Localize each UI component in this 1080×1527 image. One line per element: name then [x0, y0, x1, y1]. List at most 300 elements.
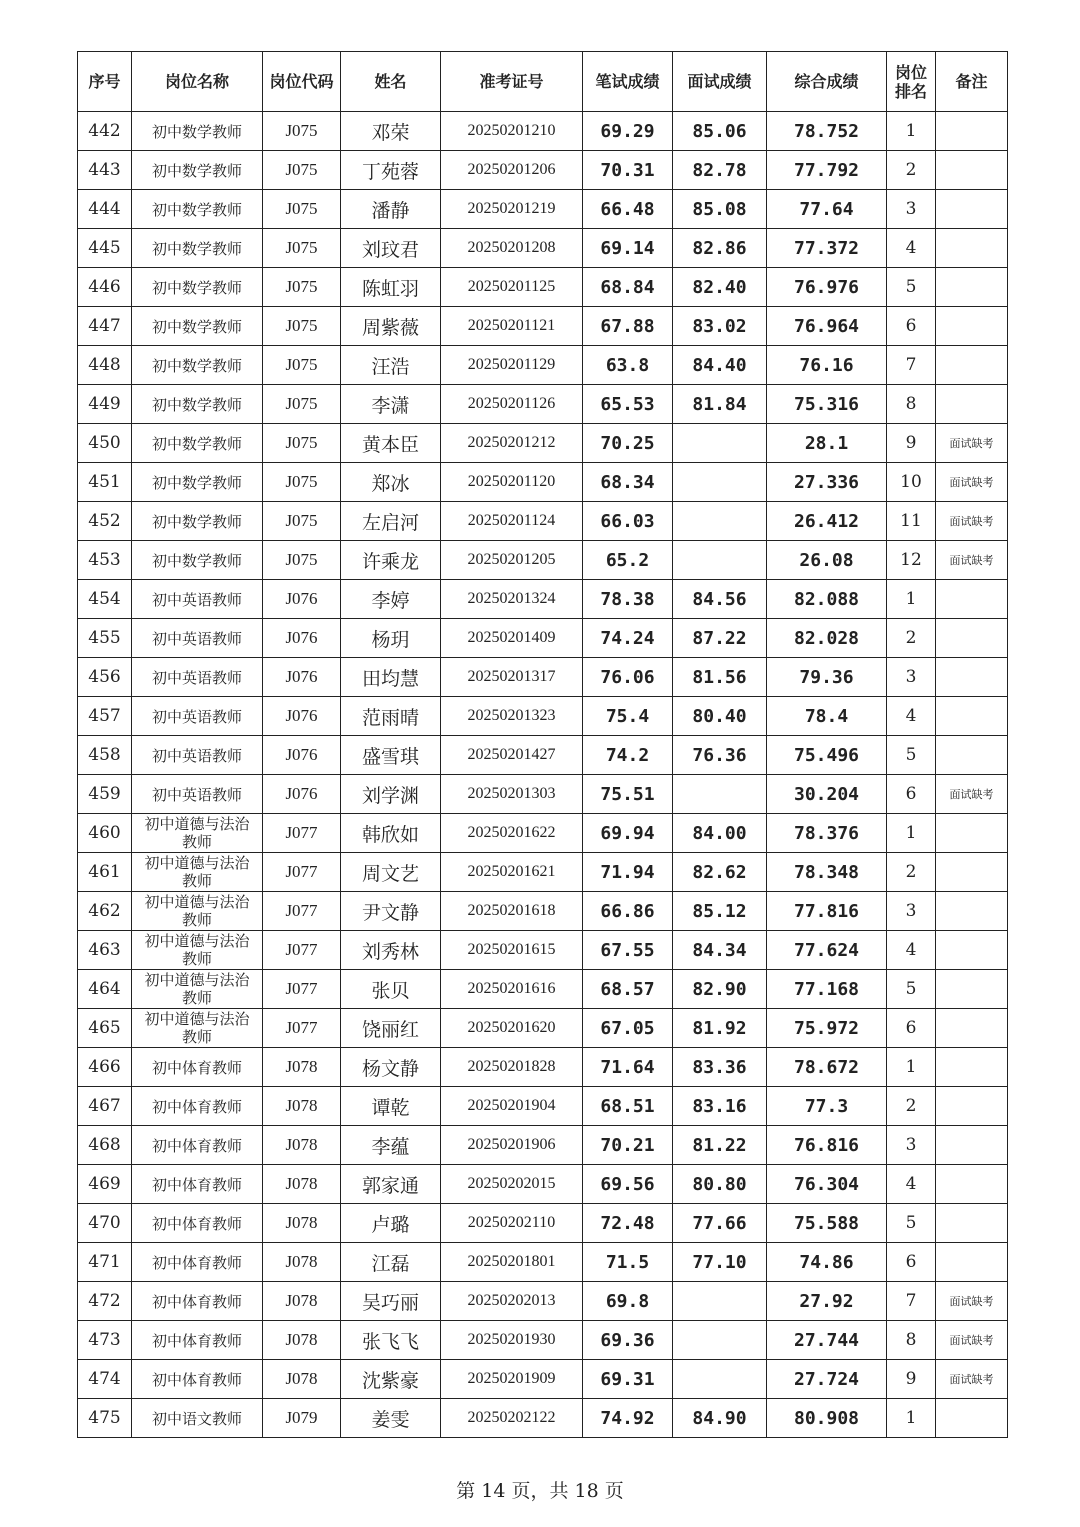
cell-note: [936, 1087, 1008, 1126]
cell-ticket: 20250201126: [441, 385, 583, 424]
cell-interview: [673, 1360, 767, 1399]
cell-index: 454: [78, 580, 132, 619]
cell-name: 谭乾: [341, 1087, 441, 1126]
table-row: [78, 346, 1008, 385]
cell-interview: 80.80: [673, 1165, 767, 1204]
cell-ticket: 20250201124: [441, 502, 583, 541]
cell-interview: [673, 775, 767, 814]
cell-position: 初中英语教师: [132, 736, 263, 775]
cell-position: [132, 970, 263, 1009]
cell-position: 初中数学教师: [132, 151, 263, 190]
table-row: [78, 658, 1008, 697]
header-rank-label: 岗位排名: [894, 62, 927, 101]
cell-code: J078: [263, 1360, 341, 1399]
table-row: [78, 151, 1008, 190]
cell-ticket: 20250202015: [441, 1165, 583, 1204]
cell-interview: 83.02: [673, 307, 767, 346]
cell-name: 韩欣如: [341, 814, 441, 853]
cell-total: 77.372: [767, 229, 887, 268]
cell-total: 76.16: [767, 346, 887, 385]
cell-total: 77.64: [767, 190, 887, 229]
score-table: [77, 51, 1008, 1438]
cell-written: 67.88: [583, 307, 673, 346]
cell-index: 470: [78, 1204, 132, 1243]
cell-code: J075: [263, 268, 341, 307]
cell-index: 471: [78, 1243, 132, 1282]
cell-note: [936, 346, 1008, 385]
cell-position: [132, 853, 263, 892]
cell-position: 初中英语教师: [132, 697, 263, 736]
table-row: [78, 1087, 1008, 1126]
table-row: [78, 1126, 1008, 1165]
cell-position: 初中英语教师: [132, 658, 263, 697]
cell-note: [936, 307, 1008, 346]
cell-written: 76.06: [583, 658, 673, 697]
cell-total: 27.724: [767, 1360, 887, 1399]
cell-note: [936, 853, 1008, 892]
cell-index: 455: [78, 619, 132, 658]
cell-code: J075: [263, 229, 341, 268]
cell-total: 27.744: [767, 1321, 887, 1360]
header-name: 姓名: [341, 52, 441, 112]
cell-index: 457: [78, 697, 132, 736]
cell-total: 78.376: [767, 814, 887, 853]
cell-note: [936, 931, 1008, 970]
header-index: 序号: [78, 52, 132, 112]
header-interview: 面试成绩: [673, 52, 767, 112]
cell-written: 65.53: [583, 385, 673, 424]
cell-position: 初中英语教师: [132, 775, 263, 814]
cell-note: 面试缺考: [936, 775, 1008, 814]
cell-ticket: 20250202013: [441, 1282, 583, 1321]
cell-name: 姜雯: [341, 1399, 441, 1438]
cell-code: J078: [263, 1126, 341, 1165]
cell-written: 66.48: [583, 190, 673, 229]
cell-rank: 6: [887, 1243, 936, 1282]
cell-ticket: 20250201615: [441, 931, 583, 970]
cell-name: 汪浩: [341, 346, 441, 385]
cell-rank: 5: [887, 736, 936, 775]
cell-note: 面试缺考: [936, 1282, 1008, 1321]
header-rank: [887, 52, 936, 112]
cell-written: 69.36: [583, 1321, 673, 1360]
table-row: [78, 424, 1008, 463]
cell-ticket: 20250201621: [441, 853, 583, 892]
cell-interview: 87.22: [673, 619, 767, 658]
cell-index: 451: [78, 463, 132, 502]
cell-index: 464: [78, 970, 132, 1009]
cell-index: 444: [78, 190, 132, 229]
cell-rank: 5: [887, 268, 936, 307]
cell-total: 80.908: [767, 1399, 887, 1438]
cell-name: 郭家通: [341, 1165, 441, 1204]
cell-rank: 3: [887, 892, 936, 931]
cell-interview: 81.92: [673, 1009, 767, 1048]
cell-name: 田均慧: [341, 658, 441, 697]
cell-total: 78.4: [767, 697, 887, 736]
cell-interview: 85.06: [673, 112, 767, 151]
cell-rank: 6: [887, 307, 936, 346]
cell-name: 沈紫豪: [341, 1360, 441, 1399]
cell-index: 468: [78, 1126, 132, 1165]
cell-rank: 5: [887, 970, 936, 1009]
cell-name: 丁苑蓉: [341, 151, 441, 190]
cell-position: 初中体育教师: [132, 1126, 263, 1165]
cell-interview: [673, 1321, 767, 1360]
cell-name: 许乘龙: [341, 541, 441, 580]
cell-ticket: 20250201121: [441, 307, 583, 346]
cell-interview: 83.16: [673, 1087, 767, 1126]
cell-rank: 1: [887, 814, 936, 853]
cell-written: 68.34: [583, 463, 673, 502]
cell-name: 李蕴: [341, 1126, 441, 1165]
cell-code: J075: [263, 346, 341, 385]
table-row: [78, 112, 1008, 151]
cell-ticket: 20250201801: [441, 1243, 583, 1282]
cell-interview: [673, 502, 767, 541]
cell-interview: 84.90: [673, 1399, 767, 1438]
cell-total: 26.412: [767, 502, 887, 541]
cell-code: J075: [263, 112, 341, 151]
cell-note: [936, 1009, 1008, 1048]
cell-total: 75.496: [767, 736, 887, 775]
cell-rank: 4: [887, 697, 936, 736]
cell-index: 446: [78, 268, 132, 307]
cell-position-text: 初中道德与法治教师: [144, 1010, 250, 1046]
cell-position-text: 初中道德与法治教师: [144, 854, 250, 890]
cell-note: [936, 1399, 1008, 1438]
cell-ticket: 20250201120: [441, 463, 583, 502]
cell-rank: 8: [887, 385, 936, 424]
cell-index: 461: [78, 853, 132, 892]
cell-ticket: 20250201616: [441, 970, 583, 1009]
cell-position: 初中数学教师: [132, 229, 263, 268]
cell-position: 初中数学教师: [132, 268, 263, 307]
cell-written: 74.2: [583, 736, 673, 775]
cell-total: 78.752: [767, 112, 887, 151]
cell-note: 面试缺考: [936, 424, 1008, 463]
cell-total: 78.672: [767, 1048, 887, 1087]
cell-code: J076: [263, 775, 341, 814]
cell-code: J078: [263, 1048, 341, 1087]
cell-interview: 84.40: [673, 346, 767, 385]
header-code: 岗位代码: [263, 52, 341, 112]
cell-rank: 1: [887, 1048, 936, 1087]
table-row: [78, 814, 1008, 853]
cell-name: 饶丽红: [341, 1009, 441, 1048]
table-row: [78, 1243, 1008, 1282]
cell-name: 李潇: [341, 385, 441, 424]
cell-index: 475: [78, 1399, 132, 1438]
cell-interview: 81.84: [673, 385, 767, 424]
cell-rank: 1: [887, 1399, 936, 1438]
cell-name: 张飞飞: [341, 1321, 441, 1360]
cell-name: 张贝: [341, 970, 441, 1009]
cell-index: 448: [78, 346, 132, 385]
table-row: [78, 1204, 1008, 1243]
cell-index: 449: [78, 385, 132, 424]
cell-total: 79.36: [767, 658, 887, 697]
cell-written: 69.14: [583, 229, 673, 268]
cell-rank: 3: [887, 658, 936, 697]
cell-position: 初中体育教师: [132, 1204, 263, 1243]
cell-rank: 1: [887, 580, 936, 619]
cell-index: 463: [78, 931, 132, 970]
cell-ticket: 20250201212: [441, 424, 583, 463]
cell-position: 初中数学教师: [132, 385, 263, 424]
cell-position: 初中体育教师: [132, 1243, 263, 1282]
table-row: [78, 502, 1008, 541]
cell-interview: [673, 541, 767, 580]
cell-code: J075: [263, 151, 341, 190]
cell-total: 26.08: [767, 541, 887, 580]
cell-interview: 84.34: [673, 931, 767, 970]
table-row: [78, 775, 1008, 814]
cell-code: J076: [263, 697, 341, 736]
cell-total: 82.028: [767, 619, 887, 658]
table-row: [78, 1048, 1008, 1087]
table-row: [78, 580, 1008, 619]
cell-written: 69.8: [583, 1282, 673, 1321]
cell-code: J077: [263, 814, 341, 853]
cell-ticket: 20250202110: [441, 1204, 583, 1243]
table-row: [78, 892, 1008, 931]
cell-position: 初中数学教师: [132, 541, 263, 580]
cell-position: 初中体育教师: [132, 1360, 263, 1399]
cell-name: 刘学渊: [341, 775, 441, 814]
cell-note: 面试缺考: [936, 541, 1008, 580]
cell-code: J077: [263, 931, 341, 970]
table-row: [78, 931, 1008, 970]
cell-rank: 6: [887, 1009, 936, 1048]
cell-rank: 5: [887, 1204, 936, 1243]
cell-position-text: 初中道德与法治教师: [144, 815, 250, 851]
cell-index: 442: [78, 112, 132, 151]
cell-index: 453: [78, 541, 132, 580]
cell-interview: 82.40: [673, 268, 767, 307]
table-row: [78, 307, 1008, 346]
cell-total: 77.792: [767, 151, 887, 190]
table-row: [78, 1360, 1008, 1399]
cell-rank: 2: [887, 619, 936, 658]
cell-written: 72.48: [583, 1204, 673, 1243]
cell-position: 初中英语教师: [132, 580, 263, 619]
table-row: [78, 1321, 1008, 1360]
cell-index: 460: [78, 814, 132, 853]
cell-code: J075: [263, 307, 341, 346]
cell-ticket: 20250201904: [441, 1087, 583, 1126]
cell-rank: 11: [887, 502, 936, 541]
cell-rank: 2: [887, 853, 936, 892]
cell-index: 469: [78, 1165, 132, 1204]
cell-written: 74.92: [583, 1399, 673, 1438]
cell-ticket: 20250201206: [441, 151, 583, 190]
cell-total: 75.972: [767, 1009, 887, 1048]
cell-written: 69.56: [583, 1165, 673, 1204]
cell-name: 陈虹羽: [341, 268, 441, 307]
cell-total: 76.304: [767, 1165, 887, 1204]
cell-note: [936, 814, 1008, 853]
cell-name: 邓荣: [341, 112, 441, 151]
cell-name: 杨文静: [341, 1048, 441, 1087]
cell-note: [936, 385, 1008, 424]
cell-interview: 81.56: [673, 658, 767, 697]
cell-interview: 77.66: [673, 1204, 767, 1243]
cell-note: [936, 697, 1008, 736]
cell-written: 68.57: [583, 970, 673, 1009]
header-total: 综合成绩: [767, 52, 887, 112]
cell-note: 面试缺考: [936, 463, 1008, 502]
header-written: 笔试成绩: [583, 52, 673, 112]
cell-rank: 4: [887, 229, 936, 268]
cell-index: 445: [78, 229, 132, 268]
cell-written: 66.86: [583, 892, 673, 931]
cell-note: [936, 580, 1008, 619]
cell-code: J076: [263, 658, 341, 697]
header-position: 岗位名称: [132, 52, 263, 112]
cell-rank: 2: [887, 1087, 936, 1126]
cell-name: 尹文静: [341, 892, 441, 931]
cell-name: 江磊: [341, 1243, 441, 1282]
cell-code: J077: [263, 853, 341, 892]
table-body: [78, 112, 1008, 1438]
cell-code: J078: [263, 1243, 341, 1282]
cell-position: 初中英语教师: [132, 619, 263, 658]
cell-ticket: 20250201427: [441, 736, 583, 775]
cell-index: 473: [78, 1321, 132, 1360]
cell-written: 70.21: [583, 1126, 673, 1165]
cell-written: 74.24: [583, 619, 673, 658]
cell-code: J077: [263, 970, 341, 1009]
cell-name: 潘静: [341, 190, 441, 229]
cell-total: 76.816: [767, 1126, 887, 1165]
cell-rank: 7: [887, 346, 936, 385]
cell-note: [936, 190, 1008, 229]
table-row: [78, 268, 1008, 307]
cell-code: J078: [263, 1087, 341, 1126]
cell-code: J075: [263, 463, 341, 502]
cell-rank: 10: [887, 463, 936, 502]
cell-written: 65.2: [583, 541, 673, 580]
cell-ticket: 20250201210: [441, 112, 583, 151]
cell-ticket: 20250201323: [441, 697, 583, 736]
cell-interview: 83.36: [673, 1048, 767, 1087]
cell-rank: 3: [887, 1126, 936, 1165]
cell-position: [132, 931, 263, 970]
cell-position: 初中数学教师: [132, 307, 263, 346]
cell-ticket: 20250201303: [441, 775, 583, 814]
table-row: [78, 1282, 1008, 1321]
cell-code: J075: [263, 502, 341, 541]
header-row: [78, 52, 1008, 112]
cell-total: 30.204: [767, 775, 887, 814]
cell-ticket: 20250201129: [441, 346, 583, 385]
cell-code: J079: [263, 1399, 341, 1438]
cell-position: 初中体育教师: [132, 1282, 263, 1321]
cell-name: 周紫薇: [341, 307, 441, 346]
cell-name: 盛雪琪: [341, 736, 441, 775]
cell-written: 71.64: [583, 1048, 673, 1087]
table-row: [78, 853, 1008, 892]
cell-written: 63.8: [583, 346, 673, 385]
cell-note: 面试缺考: [936, 1321, 1008, 1360]
cell-position: 初中数学教师: [132, 190, 263, 229]
cell-total: 27.336: [767, 463, 887, 502]
table-row: [78, 1399, 1008, 1438]
cell-note: [936, 151, 1008, 190]
cell-code: J075: [263, 424, 341, 463]
cell-name: 郑冰: [341, 463, 441, 502]
cell-total: 75.316: [767, 385, 887, 424]
table-row: [78, 229, 1008, 268]
cell-note: [936, 1126, 1008, 1165]
cell-position: 初中数学教师: [132, 463, 263, 502]
cell-total: 77.624: [767, 931, 887, 970]
table-row: [78, 463, 1008, 502]
cell-ticket: 20250201205: [441, 541, 583, 580]
header-note: 备注: [936, 52, 1008, 112]
cell-index: 458: [78, 736, 132, 775]
cell-position-text: 初中道德与法治教师: [144, 971, 250, 1007]
cell-code: J078: [263, 1282, 341, 1321]
cell-total: 27.92: [767, 1282, 887, 1321]
cell-written: 71.5: [583, 1243, 673, 1282]
cell-name: 李婷: [341, 580, 441, 619]
table-row: [78, 190, 1008, 229]
cell-note: [936, 112, 1008, 151]
cell-total: 28.1: [767, 424, 887, 463]
cell-index: 447: [78, 307, 132, 346]
cell-index: 467: [78, 1087, 132, 1126]
cell-ticket: 20250202122: [441, 1399, 583, 1438]
cell-name: 杨玥: [341, 619, 441, 658]
table-row: [78, 697, 1008, 736]
cell-rank: 4: [887, 931, 936, 970]
cell-index: 456: [78, 658, 132, 697]
cell-name: 黄本臣: [341, 424, 441, 463]
cell-written: 69.31: [583, 1360, 673, 1399]
cell-name: 刘玟君: [341, 229, 441, 268]
cell-position: 初中体育教师: [132, 1087, 263, 1126]
cell-total: 75.588: [767, 1204, 887, 1243]
cell-index: 465: [78, 1009, 132, 1048]
cell-index: 450: [78, 424, 132, 463]
cell-interview: [673, 463, 767, 502]
cell-note: [936, 1165, 1008, 1204]
cell-ticket: 20250201409: [441, 619, 583, 658]
cell-written: 68.84: [583, 268, 673, 307]
cell-written: 70.31: [583, 151, 673, 190]
cell-position: 初中数学教师: [132, 502, 263, 541]
cell-interview: 82.86: [673, 229, 767, 268]
cell-total: 77.3: [767, 1087, 887, 1126]
cell-ticket: 20250201618: [441, 892, 583, 931]
cell-interview: 85.12: [673, 892, 767, 931]
cell-code: J077: [263, 1009, 341, 1048]
cell-note: [936, 619, 1008, 658]
cell-position: 初中体育教师: [132, 1048, 263, 1087]
cell-interview: 82.78: [673, 151, 767, 190]
cell-ticket: 20250201828: [441, 1048, 583, 1087]
cell-note: [936, 736, 1008, 775]
cell-position: [132, 892, 263, 931]
cell-code: J076: [263, 619, 341, 658]
cell-ticket: 20250201317: [441, 658, 583, 697]
cell-position: 初中数学教师: [132, 112, 263, 151]
cell-total: 76.964: [767, 307, 887, 346]
cell-interview: 84.56: [673, 580, 767, 619]
cell-index: 452: [78, 502, 132, 541]
